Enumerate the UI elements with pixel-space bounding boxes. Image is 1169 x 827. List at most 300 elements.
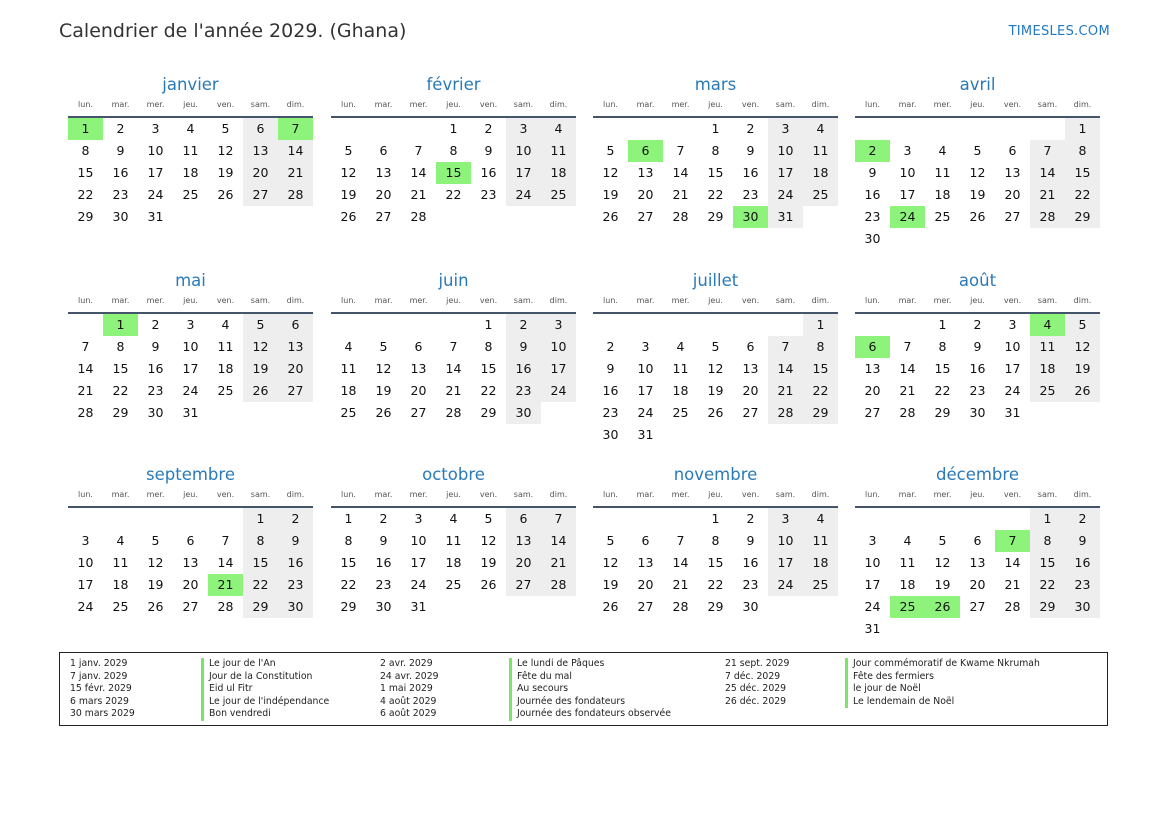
weekday-header [855, 96, 1100, 118]
holiday-date: 24 avr. 2029 [380, 670, 439, 682]
day-cell: 25 [182, 187, 199, 202]
day-cell: 17 [637, 383, 654, 398]
day-cell: 16 [742, 165, 759, 180]
day-grid [331, 508, 576, 618]
holiday-day-cell: 7 [278, 118, 313, 140]
day-cell: 10 [182, 339, 199, 354]
day-cell: 9 [746, 143, 755, 158]
day-cell: 23 [506, 380, 541, 402]
day-cell: 27 [637, 599, 654, 614]
day-cell: 8 [116, 339, 125, 354]
empty-cell [331, 314, 366, 336]
day-cell: 4 [221, 317, 230, 332]
day-cell: 25 [803, 574, 838, 596]
holiday-name: Au secours [509, 683, 568, 696]
day-cell: 20 [1004, 187, 1021, 202]
weekday-label: dim. [1073, 490, 1092, 499]
holiday-day-cell: 1 [68, 118, 103, 140]
day-cell: 27 [243, 184, 278, 206]
day-cell: 6 [379, 143, 388, 158]
day-cell: 3 [641, 339, 650, 354]
day-cell: 2 [746, 511, 755, 526]
legend-column-2 [380, 658, 720, 721]
day-cell: 26 [969, 209, 986, 224]
weekday-label: ven. [479, 490, 498, 499]
weekday-label: mer. [933, 490, 952, 499]
day-cell: 12 [1065, 336, 1100, 358]
day-cell: 11 [934, 165, 951, 180]
day-cell: 27 [969, 599, 986, 614]
day-cell: 27 [506, 574, 541, 596]
weekday-label: dim. [1073, 100, 1092, 109]
weekday-label: jeu. [446, 490, 461, 499]
day-cell: 8 [711, 143, 720, 158]
day-cell: 3 [768, 118, 803, 140]
day-cell: 7 [541, 508, 576, 530]
weekday-label: mar. [636, 100, 655, 109]
legend-item [380, 683, 720, 696]
holiday-day-cell: 30 [733, 206, 768, 228]
weekday-label: ven. [741, 100, 760, 109]
holiday-date: 1 mai 2029 [380, 683, 433, 695]
day-cell: 21 [541, 552, 576, 574]
month-10 [331, 464, 576, 618]
day-cell: 16 [602, 383, 619, 398]
day-cell: 26 [707, 405, 724, 420]
day-cell: 7 [81, 339, 90, 354]
day-cell: 2 [746, 121, 755, 136]
day-cell: 31 [182, 405, 199, 420]
weekday-label: mer. [146, 490, 165, 499]
day-cell: 19 [340, 187, 357, 202]
day-cell: 26 [243, 380, 278, 402]
empty-cell [173, 508, 208, 530]
weekday-label: dim. [286, 490, 305, 499]
holiday-name: Le lundi de Pâques [509, 658, 604, 671]
day-cell: 3 [768, 508, 803, 530]
holiday-name: Bon vendredi [201, 708, 271, 721]
day-grid [855, 118, 1100, 250]
day-cell: 30 [602, 427, 619, 442]
day-cell: 28 [672, 209, 689, 224]
weekday-label: dim. [811, 100, 830, 109]
day-cell: 8 [243, 530, 278, 552]
day-cell: 9 [506, 336, 541, 358]
day-cell: 30 [112, 209, 129, 224]
day-cell: 6 [973, 533, 982, 548]
day-cell: 22 [445, 187, 462, 202]
day-cell: 6 [414, 339, 423, 354]
weekday-label: mer. [933, 100, 952, 109]
day-cell: 13 [506, 530, 541, 552]
weekday-label: jeu. [183, 100, 198, 109]
day-cell: 15 [707, 555, 724, 570]
day-cell: 27 [410, 405, 427, 420]
day-cell: 16 [480, 165, 497, 180]
day-cell: 30 [1065, 596, 1100, 618]
day-cell: 14 [217, 555, 234, 570]
holiday-name: Journée des fondateurs observée [509, 708, 671, 721]
day-cell: 18 [182, 165, 199, 180]
day-cell: 21 [1030, 184, 1065, 206]
day-cell: 11 [182, 143, 199, 158]
day-cell: 24 [541, 380, 576, 402]
weekday-header [331, 486, 576, 508]
day-cell: 2 [484, 121, 493, 136]
day-cell: 10 [506, 140, 541, 162]
day-cell: 18 [112, 577, 129, 592]
weekday-label: lun. [78, 490, 93, 499]
day-cell: 12 [217, 143, 234, 158]
weekday-label: dim. [549, 490, 568, 499]
empty-cell [925, 508, 960, 530]
holiday-day-cell: 21 [208, 574, 243, 596]
day-cell: 10 [541, 336, 576, 358]
day-cell: 15 [1030, 552, 1065, 574]
empty-cell [401, 314, 436, 336]
day-cell: 22 [112, 383, 129, 398]
day-cell: 23 [480, 187, 497, 202]
day-cell: 13 [742, 361, 759, 376]
day-cell: 1 [938, 317, 947, 332]
day-cell: 26 [375, 405, 392, 420]
day-cell: 5 [1065, 314, 1100, 336]
day-cell: 26 [602, 599, 619, 614]
weekday-label: dim. [286, 296, 305, 305]
day-cell: 4 [541, 118, 576, 140]
day-cell: 8 [484, 339, 493, 354]
day-cell: 16 [1065, 552, 1100, 574]
weekday-label: ven. [479, 100, 498, 109]
day-cell: 13 [182, 555, 199, 570]
weekday-header [331, 292, 576, 314]
day-cell: 18 [934, 187, 951, 202]
weekday-label: sam. [250, 490, 271, 499]
weekday-label: mar. [898, 490, 917, 499]
day-cell: 23 [112, 187, 129, 202]
day-cell: 6 [1008, 143, 1017, 158]
weekday-label: jeu. [708, 296, 723, 305]
empty-cell [698, 314, 733, 336]
day-cell: 15 [934, 361, 951, 376]
day-cell: 15 [243, 552, 278, 574]
month-name: septembre [146, 465, 235, 484]
holiday-day-cell: 25 [890, 596, 925, 618]
holiday-date: 7 janv. 2029 [70, 670, 128, 682]
month-name: août [958, 271, 997, 290]
empty-cell [628, 118, 663, 140]
weekday-label: lun. [341, 490, 356, 499]
weekday-label: sam. [250, 296, 271, 305]
day-cell: 13 [243, 140, 278, 162]
day-cell: 20 [278, 358, 313, 380]
weekday-label: mer. [409, 490, 428, 499]
day-cell: 23 [969, 383, 986, 398]
day-cell: 22 [1030, 574, 1065, 596]
day-cell: 5 [938, 533, 947, 548]
weekday-label: sam. [250, 100, 271, 109]
day-cell: 8 [803, 336, 838, 358]
holiday-date: 26 déc. 2029 [725, 695, 787, 707]
month-name: mars [694, 75, 737, 94]
weekday-label: mer. [146, 100, 165, 109]
weekday-label: ven. [216, 490, 235, 499]
weekday-label: ven. [216, 296, 235, 305]
day-cell: 18 [803, 162, 838, 184]
weekday-label: sam. [1037, 490, 1058, 499]
day-cell: 19 [602, 577, 619, 592]
day-cell: 22 [243, 574, 278, 596]
day-cell: 29 [707, 599, 724, 614]
day-cell: 9 [1065, 530, 1100, 552]
day-grid [331, 314, 576, 424]
weekday-label: dim. [811, 296, 830, 305]
day-cell: 8 [1065, 140, 1100, 162]
day-cell: 5 [711, 339, 720, 354]
weekday-label: jeu. [708, 490, 723, 499]
day-cell: 11 [112, 555, 129, 570]
day-cell: 25 [934, 209, 951, 224]
month-name: janvier [162, 75, 219, 94]
day-grid [331, 118, 576, 228]
holiday-day-cell: 2 [855, 140, 890, 162]
weekday-header [593, 292, 838, 314]
day-cell: 11 [1030, 336, 1065, 358]
day-cell: 25 [340, 405, 357, 420]
holiday-day-cell: 1 [103, 314, 138, 336]
day-cell: 19 [934, 577, 951, 592]
day-cell: 28 [278, 184, 313, 206]
day-cell: 20 [864, 383, 881, 398]
month-name: avril [959, 75, 996, 94]
weekday-label: mar. [111, 296, 130, 305]
weekday-header [855, 486, 1100, 508]
legend-item [725, 683, 1105, 696]
empty-cell [855, 508, 890, 530]
day-cell: 21 [445, 383, 462, 398]
day-cell: 5 [221, 121, 230, 136]
weekday-label: jeu. [970, 490, 985, 499]
day-cell: 17 [147, 165, 164, 180]
holiday-name: Fête du mal [509, 671, 572, 684]
day-cell: 14 [410, 165, 427, 180]
day-cell: 23 [375, 577, 392, 592]
legend-item [380, 696, 720, 709]
empty-cell [593, 314, 628, 336]
day-cell: 18 [803, 552, 838, 574]
day-cell: 10 [77, 555, 94, 570]
holiday-day-cell: 24 [890, 206, 925, 228]
day-cell: 16 [375, 555, 392, 570]
day-cell: 31 [864, 621, 881, 636]
weekday-label: ven. [1003, 296, 1022, 305]
holiday-date: 1 janv. 2029 [70, 658, 128, 669]
empty-cell [593, 118, 628, 140]
weekday-label: jeu. [446, 100, 461, 109]
day-cell: 11 [803, 530, 838, 552]
month-4 [855, 74, 1100, 250]
day-cell: 28 [77, 405, 94, 420]
legend-item [725, 696, 1105, 709]
day-cell: 7 [903, 339, 912, 354]
day-cell: 18 [672, 383, 689, 398]
weekday-label: dim. [286, 100, 305, 109]
day-cell: 12 [969, 165, 986, 180]
day-cell: 9 [116, 143, 125, 158]
day-cell: 10 [768, 140, 803, 162]
day-cell: 29 [1030, 596, 1065, 618]
weekday-label: sam. [1037, 296, 1058, 305]
empty-cell [68, 508, 103, 530]
day-cell: 28 [1004, 599, 1021, 614]
day-cell: 13 [410, 361, 427, 376]
day-cell: 18 [340, 383, 357, 398]
day-cell: 22 [480, 383, 497, 398]
day-cell: 14 [672, 165, 689, 180]
weekday-header [68, 292, 313, 314]
day-cell: 2 [606, 339, 615, 354]
holiday-day-cell: 6 [855, 336, 890, 358]
holiday-date: 6 mars 2029 [70, 695, 129, 707]
empty-cell [628, 508, 663, 530]
empty-cell [960, 508, 995, 530]
day-cell: 26 [340, 209, 357, 224]
weekday-header [68, 96, 313, 118]
day-cell: 30 [506, 402, 541, 424]
day-cell: 10 [864, 555, 881, 570]
weekday-label: jeu. [183, 490, 198, 499]
day-cell: 30 [969, 405, 986, 420]
month-name: juillet [692, 271, 739, 290]
day-cell: 18 [217, 361, 234, 376]
day-cell: 16 [506, 358, 541, 380]
day-grid [68, 314, 313, 424]
day-cell: 21 [410, 187, 427, 202]
day-cell: 5 [344, 143, 353, 158]
day-grid [855, 314, 1100, 424]
weekday-label: lun. [603, 296, 618, 305]
day-cell: 11 [803, 140, 838, 162]
weekday-label: ven. [1003, 490, 1022, 499]
weekday-label: mer. [671, 100, 690, 109]
day-cell: 26 [1065, 380, 1100, 402]
day-cell: 13 [1004, 165, 1021, 180]
day-cell: 17 [77, 577, 94, 592]
day-cell: 7 [768, 336, 803, 358]
day-cell: 20 [506, 552, 541, 574]
day-cell: 24 [768, 574, 803, 596]
day-cell: 15 [707, 165, 724, 180]
empty-cell [995, 118, 1030, 140]
day-cell: 19 [217, 165, 234, 180]
legend-item [380, 708, 720, 721]
day-cell: 24 [637, 405, 654, 420]
day-cell: 9 [746, 533, 755, 548]
day-cell: 17 [182, 361, 199, 376]
day-cell: 19 [243, 358, 278, 380]
day-grid [68, 508, 313, 618]
day-cell: 19 [147, 577, 164, 592]
day-cell: 11 [541, 140, 576, 162]
day-cell: 18 [541, 162, 576, 184]
day-cell: 17 [1004, 361, 1021, 376]
day-cell: 19 [480, 555, 497, 570]
day-cell: 18 [445, 555, 462, 570]
weekday-label: sam. [775, 490, 796, 499]
empty-cell [925, 118, 960, 140]
holiday-date: 25 déc. 2029 [725, 683, 787, 695]
day-cell: 10 [899, 165, 916, 180]
weekday-label: mer. [409, 296, 428, 305]
day-cell: 18 [899, 577, 916, 592]
day-cell: 5 [606, 533, 615, 548]
month-8 [855, 270, 1100, 424]
month-name: décembre [936, 465, 1019, 484]
day-cell: 5 [973, 143, 982, 158]
day-cell: 14 [899, 361, 916, 376]
legend-item [70, 683, 370, 696]
day-cell: 1 [243, 508, 278, 530]
day-cell: 30 [375, 599, 392, 614]
day-cell: 17 [768, 552, 803, 574]
day-cell: 28 [445, 405, 462, 420]
day-cell: 7 [221, 533, 230, 548]
empty-cell [366, 314, 401, 336]
day-cell: 25 [112, 599, 129, 614]
day-cell: 23 [864, 209, 881, 224]
empty-cell [663, 314, 698, 336]
day-cell: 2 [151, 317, 160, 332]
weekday-label: mer. [671, 490, 690, 499]
day-cell: 5 [379, 339, 388, 354]
legend-item [70, 658, 370, 671]
day-cell: 6 [506, 508, 541, 530]
day-cell: 7 [676, 143, 685, 158]
holiday-name: Jour commémoratif de Kwame Nkrumah [845, 658, 1040, 671]
weekday-label: sam. [513, 490, 534, 499]
day-cell: 6 [641, 533, 650, 548]
weekday-label: jeu. [183, 296, 198, 305]
day-cell: 31 [637, 427, 654, 442]
weekday-label: dim. [1073, 296, 1092, 305]
day-cell: 16 [969, 361, 986, 376]
weekday-label: mar. [898, 296, 917, 305]
brand-link[interactable]: TIMESLES.COM [1008, 24, 1110, 39]
weekday-label: jeu. [970, 100, 985, 109]
day-cell: 7 [414, 143, 423, 158]
holiday-day-cell: 7 [995, 530, 1030, 552]
day-cell: 11 [217, 339, 234, 354]
day-cell: 21 [77, 383, 94, 398]
day-cell: 30 [147, 405, 164, 420]
holiday-name: Jour de la Constitution [201, 671, 312, 684]
day-cell: 20 [410, 383, 427, 398]
day-cell: 11 [445, 533, 462, 548]
legend-item [70, 671, 370, 684]
legend-column-1 [70, 658, 370, 721]
holiday-date: 4 août 2029 [380, 695, 437, 707]
legend-item [725, 658, 1105, 671]
day-cell: 4 [116, 533, 125, 548]
holiday-date: 6 août 2029 [380, 708, 437, 720]
day-cell: 29 [243, 596, 278, 618]
month-name: juin [438, 271, 469, 290]
day-cell: 28 [672, 599, 689, 614]
day-cell: 25 [672, 405, 689, 420]
day-grid [593, 118, 838, 228]
day-cell: 20 [375, 187, 392, 202]
day-grid [68, 118, 313, 228]
